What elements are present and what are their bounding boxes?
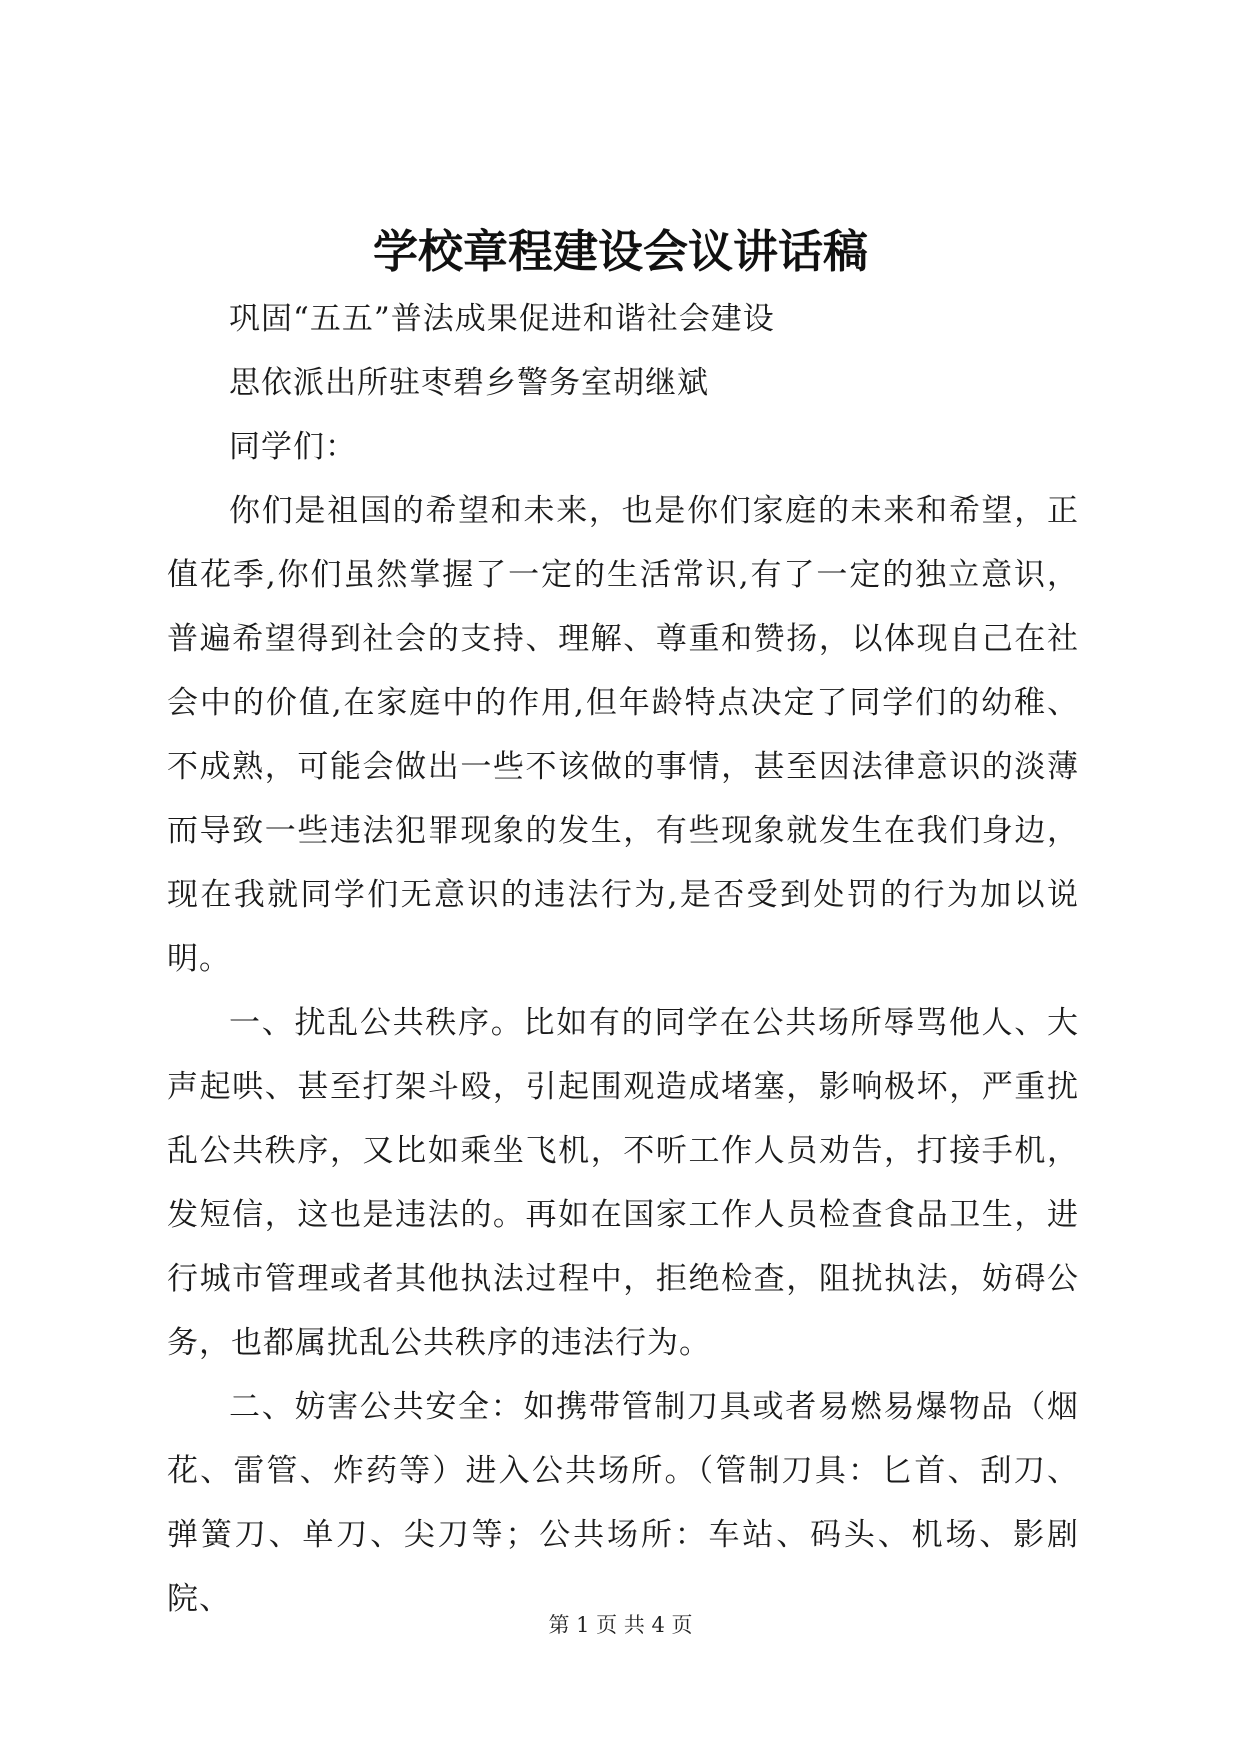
subtitle-line: 巩固“五五”普法成果促进和谐社会建设 xyxy=(229,301,775,337)
body-paragraph: 一、扰乱公共秩序。比如有的同学在公共场所辱骂他人、大声起哄、甚至打架斗殴，引起围观造成堵塞，影响极坏，严重扰乱公共秩序，又比如乘坐飞机，不听工作人员劝告，打接手机，发短信，这也是违法的。再如在国家工作人员检查食品卫生，进行城市管理或者其他执法过程中，拒绝检查，阻扰执法，妨碍公务，也都属扰乱公共秩序的违法行为。 xyxy=(167,1005,1079,1361)
document-title: 学校章程建设会议讲话稿 xyxy=(372,225,868,278)
document-body xyxy=(167,287,1079,1631)
body-paragraph: 二、妨害公共安全：如携带管制刀具或者易燃易爆物品（烟花、雷管、炸药等）进入公共场所。（管制刀具：匕首、刮刀、弹簧刀、单刀、尖刀等；公共场所：车站、码头、机场、影剧院、 xyxy=(167,1389,1079,1617)
salutation: 同学们： xyxy=(229,429,357,465)
page-footer: 第 1 页 共 4 页 xyxy=(548,1613,693,1637)
author-line: 思依派出所驻枣碧乡警务室胡继斌 xyxy=(229,365,709,401)
body-paragraph: 你们是祖国的希望和未来，也是你们家庭的未来和希望，正值花季,你们虽然掌握了一定的生活常识,有了一定的独立意识，普遍希望得到社会的支持、理解、尊重和赞扬，以体现自己在社会中的价值,在家庭中的作用,但年龄特点决定了同学们的幼稚、不成熟，可能会做出一些不该做的事情，甚至因法律意识的淡薄而导致一些违法犯罪现象的发生，有些现象就发生在我们身边，现在我就同学们无意识的违法行为,是否受到处罚的行为加以说明。 xyxy=(167,493,1079,977)
